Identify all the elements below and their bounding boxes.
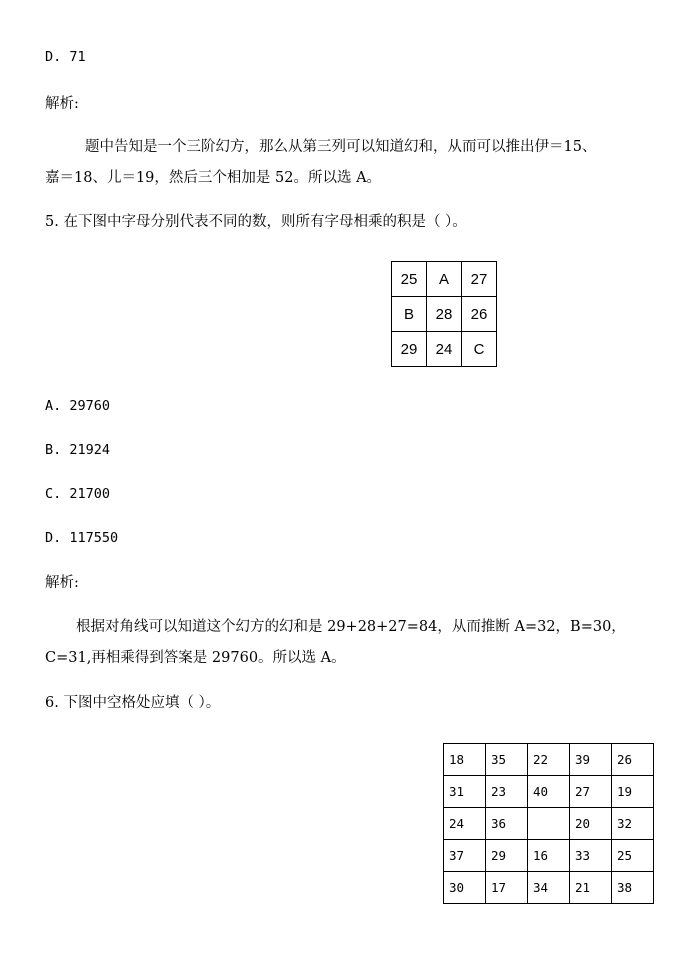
analysis-label: 解析: bbox=[45, 575, 79, 591]
grid-cell: 37 bbox=[444, 840, 486, 872]
magic-square-5x5 bbox=[443, 743, 654, 904]
grid-cell: 21 bbox=[570, 872, 612, 904]
option-b: B. 21924 bbox=[45, 442, 111, 458]
grid-cell: 34 bbox=[528, 872, 570, 904]
grid-cell: 40 bbox=[528, 776, 570, 808]
grid-cell-blank bbox=[528, 808, 570, 840]
grid-cell: 33 bbox=[570, 840, 612, 872]
grid-cell: 18 bbox=[444, 744, 486, 776]
grid-cell: 23 bbox=[486, 776, 528, 808]
analysis-text-line-2: 嘉＝18、儿＝19，然后三个相加是 52。所以选 A。 bbox=[45, 170, 382, 186]
grid-cell: 17 bbox=[486, 872, 528, 904]
question-5-stem: 5. 在下图中字母分别代表不同的数，则所有字母相乘的积是（ ）。 bbox=[45, 214, 467, 230]
analysis-label: 解析: bbox=[45, 96, 79, 112]
grid-cell: 24 bbox=[444, 808, 486, 840]
analysis-text-line-1: 题中告知是一个三阶幻方，那么从第三列可以知道幻和，从而可以推出伊＝15、 bbox=[85, 139, 597, 155]
grid-cell: B bbox=[392, 297, 427, 332]
grid-cell: 39 bbox=[570, 744, 612, 776]
grid-cell: 25 bbox=[612, 840, 654, 872]
option-a: A. 29760 bbox=[45, 398, 111, 414]
analysis-text-line-2: C=31,再相乘得到答案是 29760。所以选 A。 bbox=[45, 650, 346, 666]
grid-cell: 24 bbox=[427, 332, 462, 367]
grid-cell: 30 bbox=[444, 872, 486, 904]
grid-cell: 28 bbox=[427, 297, 462, 332]
magic-square-3x3 bbox=[391, 261, 497, 367]
option-c: C. 21700 bbox=[45, 486, 111, 502]
grid-cell: 26 bbox=[462, 297, 497, 332]
grid-cell: A bbox=[427, 262, 462, 297]
question-6-stem: 6. 下图中空格处应填（ ）。 bbox=[45, 695, 221, 711]
grid-cell: 29 bbox=[486, 840, 528, 872]
option-d: D. 117550 bbox=[45, 530, 119, 546]
grid-cell: 20 bbox=[570, 808, 612, 840]
grid-cell: 32 bbox=[612, 808, 654, 840]
grid-cell: C bbox=[462, 332, 497, 367]
grid-cell: 27 bbox=[462, 262, 497, 297]
grid-cell: 22 bbox=[528, 744, 570, 776]
grid-cell: 25 bbox=[392, 262, 427, 297]
option-d: D. 71 bbox=[45, 49, 86, 65]
grid-cell: 26 bbox=[612, 744, 654, 776]
grid-cell: 16 bbox=[528, 840, 570, 872]
analysis-text-line-1: 根据对角线可以知道这个幻方的幻和是 29+28+27=84，从而推断 A=32，B=30， bbox=[76, 619, 626, 635]
grid-cell: 19 bbox=[612, 776, 654, 808]
grid-cell: 36 bbox=[486, 808, 528, 840]
grid-cell: 31 bbox=[444, 776, 486, 808]
grid-cell: 27 bbox=[570, 776, 612, 808]
grid-cell: 29 bbox=[392, 332, 427, 367]
grid-cell: 35 bbox=[486, 744, 528, 776]
grid-cell: 38 bbox=[612, 872, 654, 904]
